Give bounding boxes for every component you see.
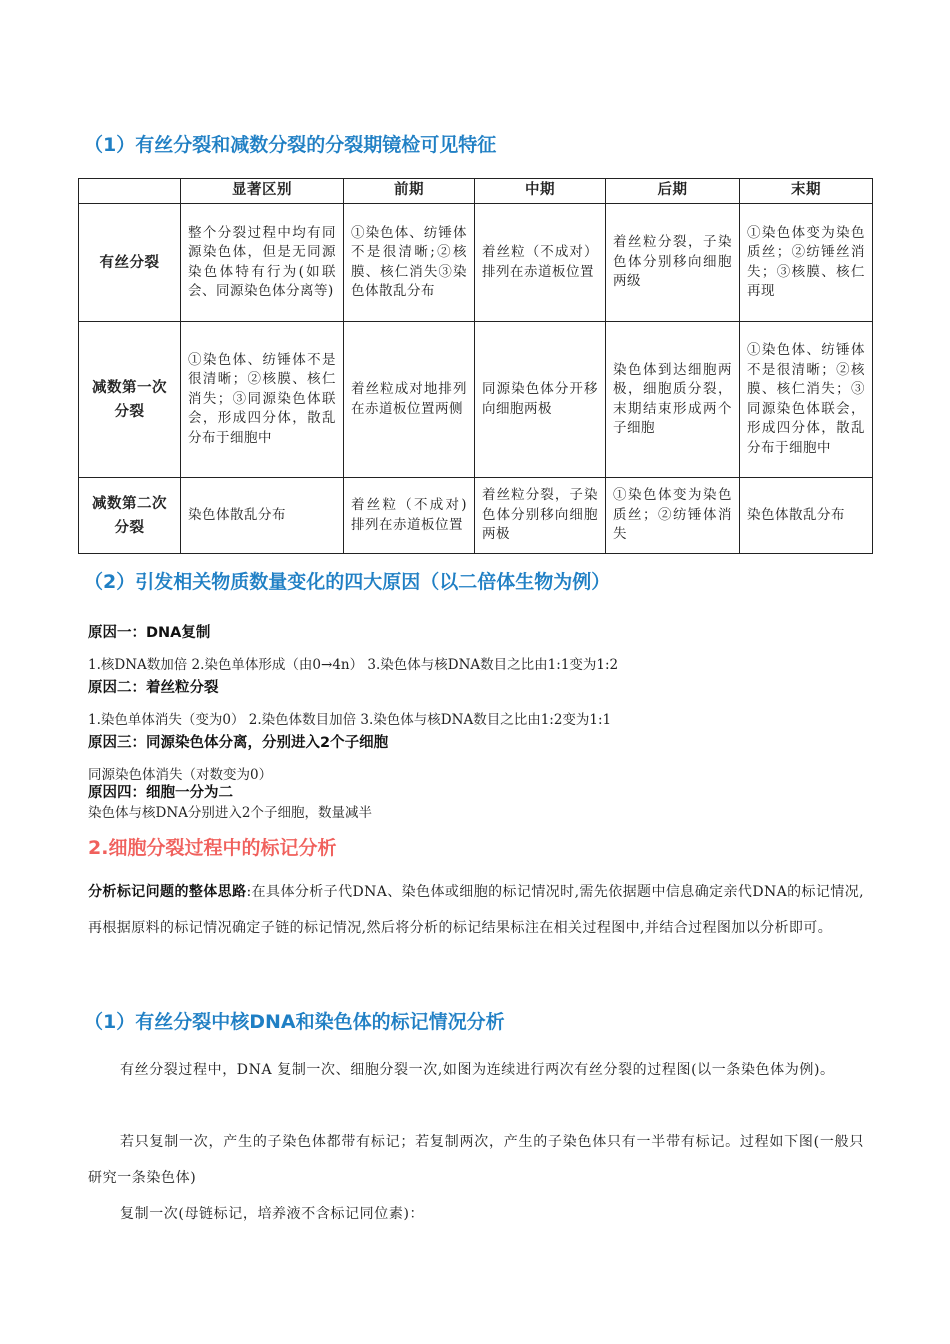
table-header-cell: 后期 — [606, 179, 740, 204]
table-row — [79, 204, 873, 322]
reason-1-text: 1.核DNA数加倍 2.染色单体形成（由0→4n） 3.染色体与核DNA数目之比由1:1变为1:2 — [88, 657, 619, 673]
table-cell: 同源染色体分开移向细胞两极 — [475, 322, 606, 478]
section1-title: （1）有丝分裂和减数分裂的分裂期镜检可见特征 — [84, 134, 497, 156]
table-cell: ①染色体、纺锤体不是很清晰;②核膜、核仁消失③染色体散乱分布 — [344, 204, 475, 322]
section3-body: :在具体分析子代DNA、染色体或细胞的标记情况时,需先依据题中信息确定亲代DNA的标记情况,再根据原料的标记情况确定子链的标记情况,然后将分析的标记结果标注在相关过程图中,并结合过程图加以分析即可。 — [88, 884, 865, 936]
section4-title: （1）有丝分裂中核DNA和染色体的标记情况分析 — [84, 1011, 505, 1033]
table-cell: 整个分裂过程中均有同源染色体，但是无同源染色体特有行为(如联会、同源染色体分离等) — [181, 204, 344, 322]
reason-2-text: 1.染色单体消失（变为0） 2.染色体数目加倍 3.染色体与核DNA数目之比由1:2变为1:1 — [88, 712, 612, 728]
table-cell: 着丝粒（不成对）排列在赤道板位置 — [475, 204, 606, 322]
mitosis-meiosis-table — [78, 178, 873, 554]
row-heading: 减数第一次分裂 — [79, 322, 181, 478]
table-header-cell — [79, 179, 181, 204]
table-header-row — [79, 179, 873, 204]
table-cell: ①染色体、纺锤体不是很清晰；②核膜、核仁消失；③同源染色体联会，形成四分体，散乱分布于细胞中 — [181, 322, 344, 478]
table-cell: ①染色体变为染色质丝；②纺锤体消失 — [606, 478, 740, 554]
section4-paragraph-3: 复制一次(母链标记，培养液不含标记同位素)： — [120, 1206, 425, 1222]
table-cell: 染色体散乱分布 — [740, 478, 873, 554]
section3-lead: 分析标记问题的整体思路 — [88, 884, 247, 900]
section3-title: 2.细胞分裂过程中的标记分析 — [88, 837, 337, 859]
reason-2-label: 原因二：着丝粒分裂 — [88, 680, 219, 696]
table-header-cell: 中期 — [475, 179, 606, 204]
table-cell: ①染色体、纺锤体不是很清晰；②核膜、核仁消失；③同源染色体联会，形成四分体，散乱分布于细胞中 — [740, 322, 873, 478]
section4-paragraph-2: 若只复制一次，产生的子染色体都带有标记；若复制两次，产生的子染色体只有一半带有标记。过程如下图(一般只研究一条染色体) — [88, 1134, 864, 1186]
table-row — [79, 478, 873, 554]
row-heading: 减数第二次分裂 — [79, 478, 181, 554]
reason-4-label: 原因四：细胞一分为二 — [88, 785, 233, 801]
table-cell: ①染色体变为染色质丝；②纺锤丝消失；③核膜、核仁再现 — [740, 204, 873, 322]
table-row — [79, 322, 873, 478]
table-cell: 着丝粒分裂，子染色体分别移向细胞两极 — [475, 478, 606, 554]
section3-paragraph — [88, 874, 864, 946]
section4-paragraph-1: 有丝分裂过程中，DNA 复制一次、细胞分裂一次,如图为连续进行两次有丝分裂的过程图(以一条染色体为例)。 — [120, 1062, 835, 1078]
table-cell: 着丝粒分裂，子染色体分别移向细胞两级 — [606, 204, 740, 322]
table-header-cell: 前期 — [344, 179, 475, 204]
table-cell: 着丝粒（不成对)排列在赤道板位置 — [344, 478, 475, 554]
reason-3-text: 同源染色体消失（对数变为0） — [88, 767, 273, 783]
table-header-cell: 显著区别 — [181, 179, 344, 204]
reason-4-text: 染色体与核DNA分别进入2个子细胞，数量减半 — [88, 805, 372, 821]
row-heading: 有丝分裂 — [79, 204, 181, 322]
table-header-cell: 末期 — [740, 179, 873, 204]
reason-3-label: 原因三：同源染色体分离，分别进入2个子细胞 — [88, 735, 389, 751]
table-cell: 染色体散乱分布 — [181, 478, 344, 554]
reason-1-label: 原因一：DNA复制 — [88, 625, 211, 641]
table-cell: 着丝粒成对地排列在赤道板位置两侧 — [344, 322, 475, 478]
section2-title: （2）引发相关物质数量变化的四大原因（以二倍体生物为例） — [84, 571, 611, 593]
table-cell: 染色体到达细胞两极，细胞质分裂，末期结束形成两个子细胞 — [606, 322, 740, 478]
